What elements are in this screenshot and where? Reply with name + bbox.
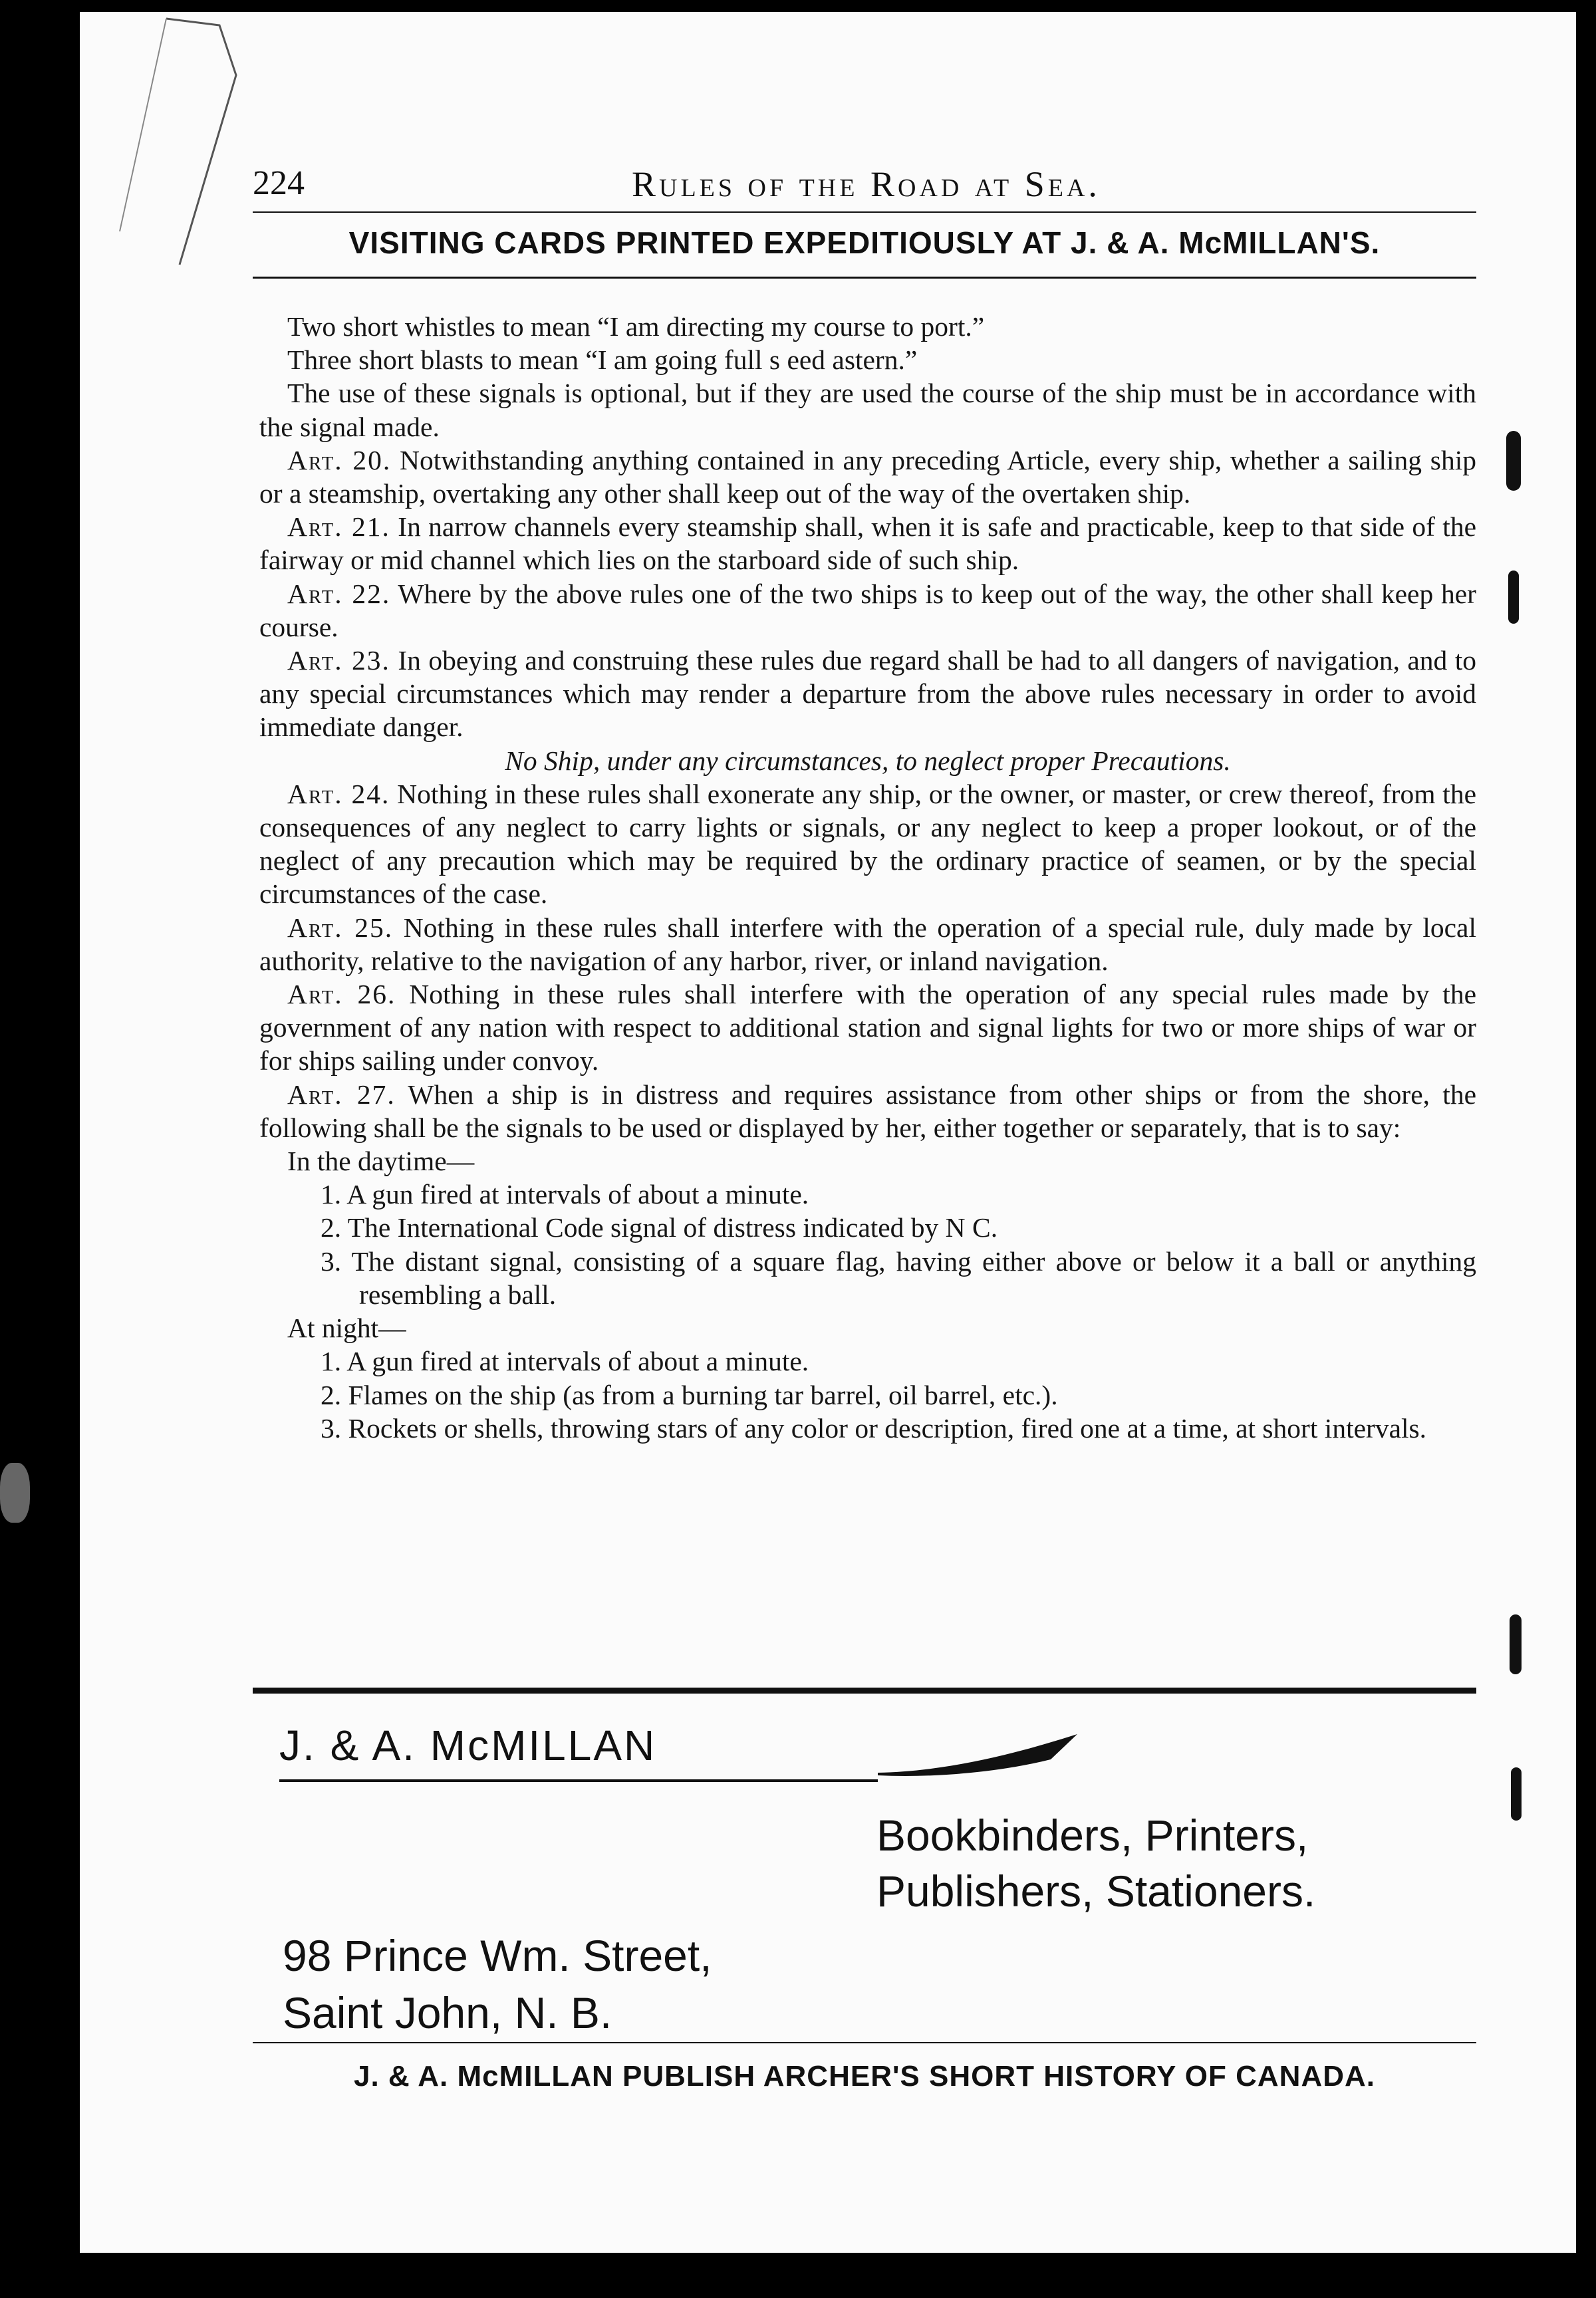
precautions-note: No Ship, under any circumstances, to neglect proper Precautions. [505,745,1231,776]
folded-corner-mark [80,12,279,291]
article-label: Art. 22. [287,578,391,609]
running-header [253,160,1476,213]
signal-line-port: Two short whistles to mean “I am directing my course to port.” [287,311,985,342]
article-26 [259,977,1476,1078]
article-label: Art. 25. [287,912,394,943]
advert-top-rule [253,1688,1476,1694]
article-label: Art. 21. [287,511,390,543]
binding-mark [1510,1614,1522,1674]
article-20 [259,444,1476,510]
trades-line: Publishers, Stationers. [876,1866,1316,1916]
document-page [80,12,1576,2253]
binding-mark [1511,1767,1522,1821]
list-item: 1. A gun fired at intervals of about a minute. [321,1179,809,1210]
article-text: Nothing in these rules shall interfere with the operation of any special rules made by the government of any nation with respect to additional station and signal lights for two or more ships of war or for ships sailing under convoy. [259,979,1477,1077]
article-label: Art. 27. [287,1079,396,1110]
paragraph-optional-signals: The use of these signals is optional, but if they are used the course of the ship must be in accordance with the signal made. [259,378,1476,442]
top-advert-banner: VISITING CARDS PRINTED EXPEDITIOUSLY AT J. & A. McMILLAN'S. [348,225,1381,260]
footer-rule [253,2042,1476,2043]
list-item: 1. A gun fired at intervals of about a minute. [321,1346,809,1377]
article-24 [259,777,1476,911]
article-21 [259,510,1476,576]
article-25 [259,911,1476,977]
running-title: Rules of the Road at Sea. [632,164,1101,204]
address-line: Saint John, N. B. [283,1988,612,2037]
article-text: When a ship is in distress and requires assistance from other ships or from the shore, the following shall be the signals to be used or displayed by her, either together or separately, that is to say: [259,1079,1476,1143]
article-label: Art. 20. [287,444,392,475]
page-number: 224 [253,164,305,202]
list-item: 2. Flames on the ship (as from a burning tar barrel, oil barrel, etc.). [321,1379,1058,1410]
article-23 [259,644,1476,744]
address-line: 98 Prince Wm. Street, [283,1931,712,1980]
banner-rule [253,277,1476,279]
night-signals-list [259,1344,1476,1445]
trades-line: Bookbinders, Printers, [876,1811,1309,1860]
firm-name-underline [279,1779,878,1782]
article-text: Where by the above rules one of the two ships is to keep out of the way, the other shall keep her course. [259,578,1476,642]
article-text: Nothing in these rules shall exonerate any ship, or the owner, or master, or crew thereof, from the consequences of any neglect to carry lights or signals, or any neglect to keep a proper lookout, or of the neglect of any precaution which may be required by the ordinary practice of seamen, or by the special circumstances of the case. [259,778,1476,910]
header-rule [253,211,1476,213]
advert-trades [876,1807,1315,1919]
rules-text [259,310,1476,1445]
list-item: 3. The distant signal, consisting of a square flag, having either above or below it a ball or anything resembling a ball. [321,1245,1476,1310]
advert-address [283,1927,712,2041]
article-label: Art. 23. [287,645,390,676]
article-label: Art. 24. [287,778,390,809]
advert-firm-name: J. & A. McMILLAN [279,1722,657,1769]
article-text: In narrow channels every steamship shall, when it is safe and practicable, keep to that side of the fairway or mid channel which lies on the starboard side of such ship. [259,511,1477,576]
article-label: Art. 26. [287,979,396,1010]
signal-line-astern: Three short blasts to mean “I am going full s eed astern.” [287,344,918,376]
article-text: Nothing in these rules shall interfere with the operation of a special rule, duly made by local authority, relative to the navigation of any harbor, river, or inland navigation. [259,912,1477,976]
article-22 [259,577,1476,644]
bottom-advert-banner: J. & A. McMILLAN PUBLISH ARCHER'S SHORT HISTORY OF CANADA. [353,2060,1376,2093]
night-heading: At night— [287,1313,406,1344]
swash-flourish-icon [878,1729,1091,1782]
article-27 [259,1078,1476,1144]
article-text: Notwithstanding anything contained in any preceding Article, every ship, whether a sailing ship or a steamship, overtaking any other shall keep out of the way of the overtaken ship. [259,444,1476,509]
list-item: 2. The International Code signal of distress indicated by N C. [321,1212,998,1243]
binding-mark [1508,571,1519,624]
daytime-heading: In the daytime— [287,1146,475,1177]
article-text: In obeying and construing these rules due regard shall be had to all dangers of navigation, and to any special circumstances which may render a departure from the above rules necessary in order to avoid immediate danger. [259,645,1476,743]
binding-mark [1506,431,1521,491]
list-item: 3. Rockets or shells, throwing stars of any color or description, fired one at a time, at short intervals. [321,1412,1427,1444]
scan-artifact [0,1463,30,1523]
daytime-signals-list [259,1178,1476,1311]
